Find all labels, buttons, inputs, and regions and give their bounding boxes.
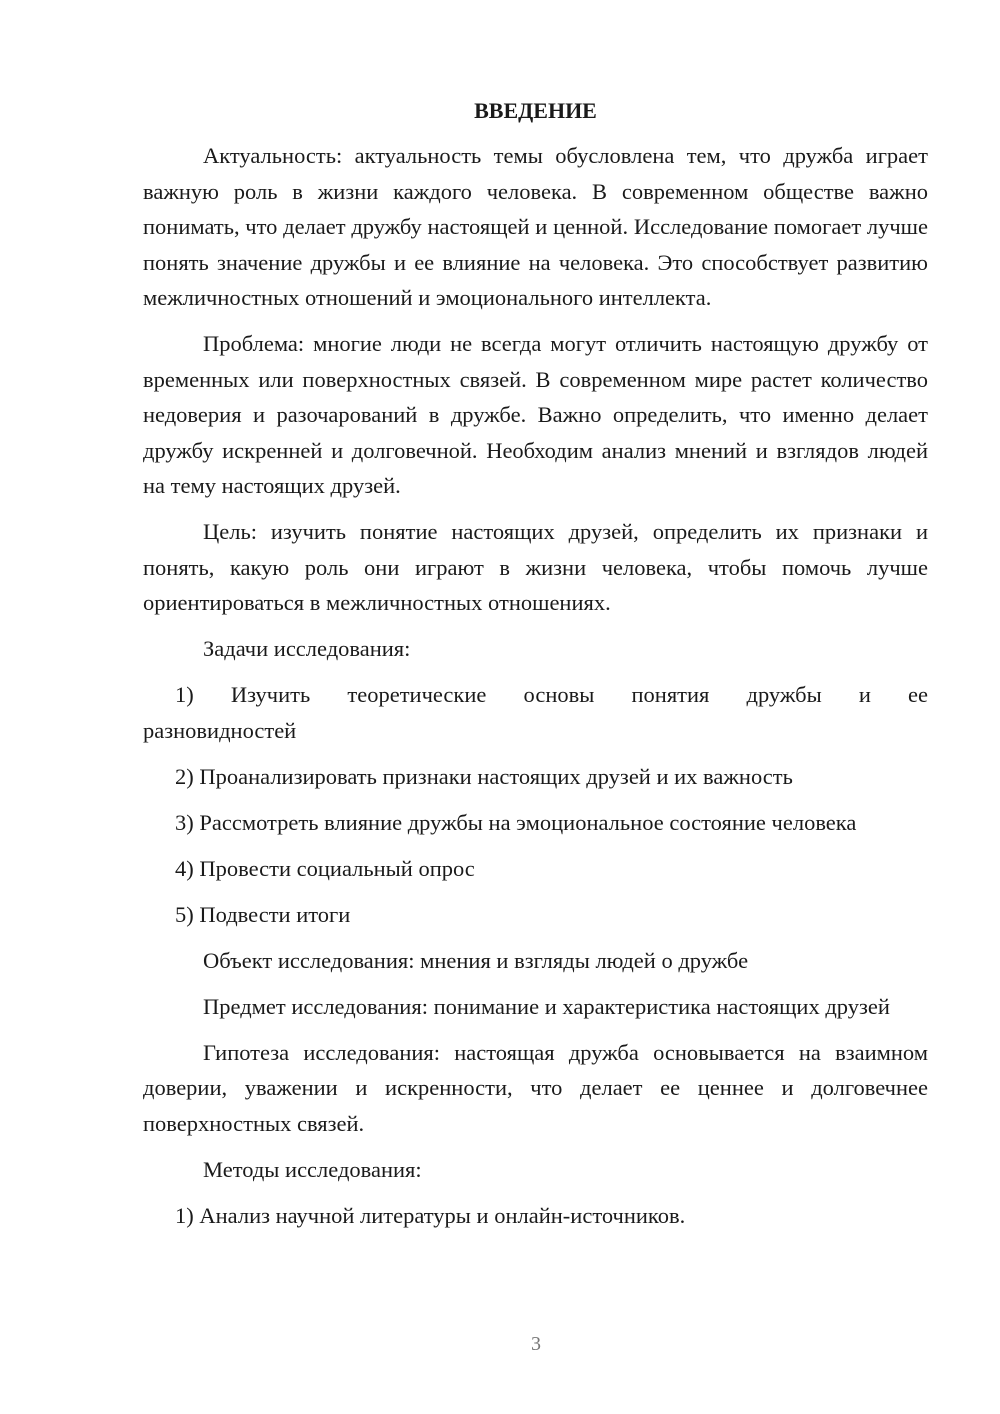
paragraph-hypothesis: Гипотеза исследования: настоящая дружба основывается на взаимном доверии, уважении и искренности, что делает ее ценнее и долговечнее поверхностных связей. bbox=[143, 1039, 928, 1136]
paragraph-problem: Проблема: многие люди не всегда могут отличить настоящую дружбу от временных или поверхностных связей. В современном мире растет количество недоверия и разочарований в дружбе. Важно определить, что именно делает дружбу искренней и долговечной. Необходим анализ мнений и взглядов людей на тему настоящих друзей. bbox=[143, 331, 928, 498]
task-item-3: 3) Рассмотреть влияние дружбы на эмоциональное состояние человека bbox=[175, 809, 857, 835]
paragraph-goal: Цель: изучить понятие настоящих друзей, определить их признаки и понять, какую роль они играют в жизни человека, чтобы помочь лучше ориентироваться в межличностных отношениях. bbox=[143, 519, 928, 615]
task-item-4: 4) Провести социальный опрос bbox=[175, 855, 475, 881]
paragraph-object: Объект исследования: мнения и взгляды людей о дружбе bbox=[203, 947, 749, 973]
paragraph-relevance: Актуальность: актуальность темы обусловлена тем, что дружба играет важную роль в жизни каждого человека. В современном обществе важно понимать, что делает дружбу настоящей и ценной. Исследование помогает лучше понять значение дружбы и ее влияние на человека. Это способствует развитию межличностных отношений и эмоционального интеллекта. bbox=[143, 143, 928, 310]
method-item-1: 1) Анализ научной литературы и онлайн-источников. bbox=[175, 1202, 686, 1228]
task-item-1: 1) Изучить теоретические основы понятия дружбы и ее разновидностей bbox=[143, 682, 928, 743]
section-title: ВВЕДЕНИЕ bbox=[474, 98, 597, 123]
task-item-5: 5) Подвести итоги bbox=[175, 901, 351, 927]
page-body bbox=[143, 96, 928, 1244]
page-number: 3 bbox=[531, 1333, 541, 1355]
tasks-heading: Задачи исследования: bbox=[203, 636, 411, 661]
paragraph-subject: Предмет исследования: понимание и характеристика настоящих друзей bbox=[203, 993, 890, 1019]
task-item-2: 2) Проанализировать признаки настоящих друзей и их важность bbox=[175, 763, 793, 789]
methods-heading: Методы исследования: bbox=[203, 1156, 422, 1182]
